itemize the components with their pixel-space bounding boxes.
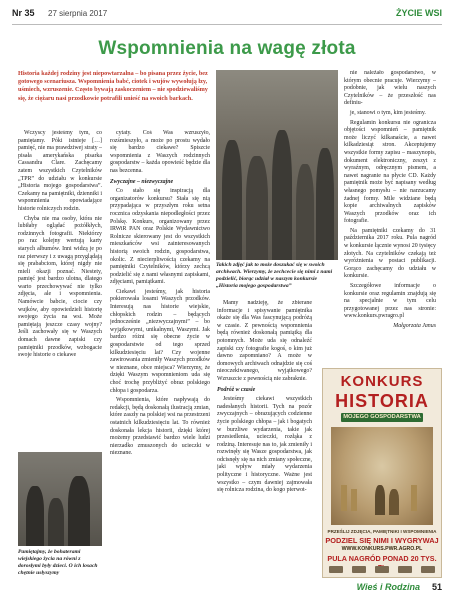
sponsor-logo	[329, 566, 343, 573]
photo-caption-main: Takich zdjęć jak to może doszukać się w swoich archiwach. Wierzymy, że zechcecie się nimi z nami podzielić, biorąc udział w naszym konkursie „Historia mojego gospodarstwa”	[216, 262, 333, 289]
subheading: Podróż w czasie	[217, 386, 256, 393]
paragraph: je, stanowi o tym, kim jesteśmy.	[350, 109, 426, 116]
page-footer	[12, 582, 442, 594]
sponsor-logo	[421, 566, 435, 573]
sponsor-logo	[375, 566, 389, 573]
paragraph: Szczegółowe informacje o konkursie oraz regulamin znajdują się na specjalnie w tym celu przygotowanej przez nas stronie: www.konkurs.pwragro.pl	[344, 283, 436, 320]
family-photo	[216, 70, 338, 260]
photo-caption-left: Pamiętajmy, że bohaterami wiejskiego życia na równi z dorosłymi były dzieci. O ich losach chętnie usłyszymy	[18, 549, 98, 576]
author-signature: Małgorzata Janus	[393, 323, 436, 329]
article-lead: Historia każdej rodziny jest niepowtarzalna – bo pisana przez życie, bez gotowego scenariusza. Wspomnienia babć, ciotek i wujów wywołują łzy, uśmiech, wzruszenie. Często bywają zaskoczeniem – nie spodziewaliśmy się, że ciężaru nasi przodkowie potrafili unieść na swoich barkach.	[18, 70, 208, 102]
paragraph: Jesteśmy ciekawi wszystkich nadesłanych historii. Tych na pozór zwyczajnych – obrazujących codzienne życie polskiego chłopa – jak i bogatych w burzliwe wydarzenia, takie jak przesiedlenia, ucieczki, rozłąka z rodziną. Interesuje nas to, jak zmieniły i rozwinęły się Wasze gospodarstwa, jak odcisnęły się na nich zmiany społeczne, jaki wpływ miały wydarzenia polityczne i historyczne. Ważne jest wszystko – czym dawniej zajmowała się rolnicza rodzina, do kogo pierwot-	[217, 396, 312, 494]
paragraph: Regulamin konkursu nie ogranicza objętości wspomnień – pamiętnik może liczyć kilkanaście, a nawet kilkadziesiąt stron. Akceptujemy wszystkie formy zapisu – maszynopis, dokument elektroniczny, zeszyt z wyraźnym, odręcznym pismem, a nawet nagranie na płycie CD. Każdy pamiętnik może być napisany według własnego pomysłu – nie narzucamy żadnej formy. Mile widziane będą kopie archiwalnych zapisków Waszych przodków oraz ich fotografie.	[344, 119, 436, 225]
paragraph: Wczyscy jesteśmy tym, co pamiętamy. Póki istnieje […] pamięć, nie ma prawdziwej straty – pisała amerykańska pisarka Cassandra Clare. Zachęcamy zatem wszystkich Czytelników „TPR” do udziału w konkursie „Historia mojego gospodarstwa”. Czekamy na pamiętniki, dzienniki i wspomnienia opowiadające historie rolniczych rodzin.	[18, 130, 102, 212]
poster-text-1: PRZEŚLIJ ZDJĘCIA, PAMIĘTNIKI I WSPOMNIENIA	[327, 529, 437, 534]
paragraph: Na pamiętniki czekamy do 31 października 2017 roku. Pula nagród w konkursie łącznie wynosi 20 tysięcy złotych. Na czytelników czekają też wyróżnienia w postaci publikacji. Gorąco zachęcamy do udziału w konkursie.	[344, 227, 436, 280]
poster-historia: HISTORIA	[335, 391, 429, 411]
poster-text-2: PODZIEL SIĘ NIMI I WYGRYWAJ	[325, 536, 439, 545]
paragraph: Ciekawi jesteśmy, jak historia pokierowała losami Waszych przodków. Interesują nas historie wiejskie, chłopskich rodzin – będących jednocześnie „niezwyczajnymi” – bo wyjątkowymi, unikalnymi, Waszymi. Jak bardzo różni się obecne życie w gospodarstwie od tego sprzed kilkudziesięciu lat? Czy wojenne zawirowania zmieniły Waszych przodków w nieznane, obce miejsca? Wierzymy, że dzięki Waszym wspomnieniom uda się choć trochę przybliżyć obraz polskiego chłopa i gospodarza.	[110, 288, 210, 394]
poster-url: WWW.KONKURS.PWR.AGRO.PL	[341, 546, 423, 552]
section-name: ŻYCIE WSI	[395, 8, 442, 18]
magazine-name: Wieś i Rodzina	[356, 582, 420, 592]
poster-prize: PULA NAGRÓD PONAD 20 TYS.	[327, 554, 437, 563]
paragraph: Co stało się inspiracją dla organizatorów konkursu? Stała się nią przypadająca w przyszłym roku setna rocznica odzyskania niepodległości przez Polskę. Konkurs, organizowany przez IRWiR PAN oraz Polskie Wydawnictwo Rolnicze skierowany jest do wszystkich mieszkańców wsi zainteresowanych historią swoich rodzin, gospodarstwa, okolic. Z niecierpliwością czekamy na pamiętniki Czytelników, którzy zechcą podzielić się z nami własnymi zapiskami, zdjęciami, pamiątkami.	[110, 188, 210, 286]
sponsor-logo	[398, 566, 412, 573]
paragraph: Wspomnienia, które napływają do redakcji, będą doskonałą ilustracją zmian, które zaszły na polskiej wsi na przestrzeni ostatnich kilkudziesięciu lat. To również doskonała lekcja historii, dzięki której możemy przedstawić bardzo wiele ludzi nierzadko zmuszonych do ucieczki w nieznane.	[110, 397, 210, 457]
sponsor-logo	[352, 566, 366, 573]
subheading: Zwyczajne – niezwyczajne	[110, 178, 174, 185]
page-header	[12, 8, 442, 25]
paragraph: cytaty. Coś Was wzruszyło, rozśmieszyło, a może po prostu wydało się bardzo ciekawe? Spiszcie wspomnienia z Waszych rodzinnych gospodarstw – każda opowieść będzie dla nas bezcenna.	[110, 130, 210, 174]
poster-band: MOJEGO GOSPODARSTWA	[341, 413, 423, 422]
column-3	[217, 300, 312, 592]
column-2	[110, 130, 210, 566]
poster-konkurs: KONKURS	[340, 373, 424, 390]
paragraph: Chyba nie ma osoby, która nie lubiłaby oglądać pożółkłych, rodzinnych fotografii. Niektórzy po raz kolejny wertują karty starych albumów. Inni widzą je po raz pierwszy i z uwagą przyglądają się prababciom, której nigdy nie mieli okazji poznać. Niestety, pamięć jest bardzo ulotna, dlatego warto przechowywać nie tylko zdjęcia, ale i wspomnienia. Namówcie babcie, ciocie czy wujków, aby opowiedzieli historię swojego życia na wsi. Może pamiętają jeszcze czasy wojny? Jeśli zachowały się w Waszych domach dawne zapiski czy pamiętniki przodków, wzbogacie swoje historie o ciekawe	[18, 215, 102, 359]
column-1	[18, 130, 102, 448]
children-photo	[18, 452, 102, 546]
contest-poster	[322, 368, 442, 578]
issue-date: 27 sierpnia 2017	[48, 9, 108, 18]
poster-illustration	[331, 427, 433, 525]
page-number: 51	[431, 582, 442, 592]
issue-number: Nr 35	[12, 8, 35, 18]
paragraph: Mamy nadzieję, że zbierane informacje i spisywanie pamiętnika okaże się dla Was fascynującą podróżą w czasie. Z pewnością wspomnienia będą również doskonałą pamiątką dla potomnych. Może uda się odnaleźć zapiski czy fotografie kogoś, o kim już dawno zapomniano? A może w domowych archiwach odnajdzie się coś nieoczekiwanego, wyjątkowego? Wzruszcie z pewnością nie zabraknie.	[217, 300, 312, 382]
paragraph: nie należało gospodarstwo, w którym obecnie pracuje. Wierzymy – podobnie, jak wielu naszych Czytelników – że przeszłość nas definiu-	[344, 70, 436, 107]
poster-logos	[329, 564, 435, 574]
article-title: Wspomnienia na wagę złota	[98, 38, 356, 59]
